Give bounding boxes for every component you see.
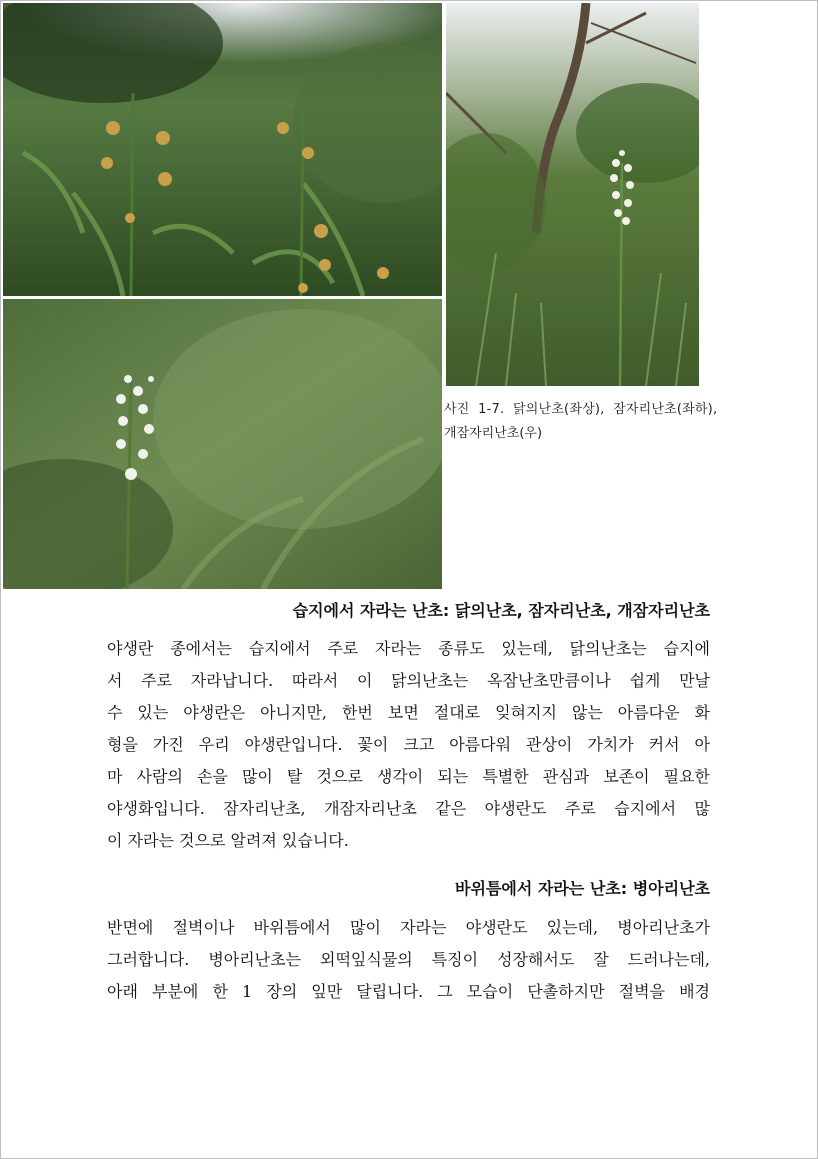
orchid-photo-right [446, 3, 699, 386]
caption-line-2: 개잠자리난초(우) [444, 426, 543, 441]
paragraph-line: 야생화입니다. 잠자리난초, 개잠자리난초 같은 야생란도 주로 습지에서 많 [107, 799, 710, 818]
paragraph-line: 아래 부분에 한 1 장의 잎만 달립니다. 그 모습이 단촐하지만 절벽을 배경 [107, 982, 710, 1001]
paragraph-line: 그러합니다. 병아리난초는 외떡잎식물의 특징이 성장해서도 잘 드러나는데, [107, 950, 710, 969]
orchid-photo-top-left [3, 3, 442, 296]
paragraph-line: 수 있는 야생란은 아니지만, 한번 보면 절대로 잊혀지지 않는 아름다운 화 [107, 703, 710, 722]
paragraph-line: 서 주로 자라납니다. 따라서 이 닭의난초는 옥잠난초만큼이나 쉽게 만날 [107, 671, 710, 690]
section-heading-wetland: 습지에서 자라는 난초: 닭의난초, 잠자리난초, 개잠자리난초 [292, 601, 710, 620]
paragraph-line: 야생란 종에서는 습지에서 주로 자라는 종류도 있는데, 닭의난초는 습지에 [107, 639, 710, 658]
photo-caption [444, 398, 804, 446]
paragraph-line: 마 사람의 손을 많이 탈 것으로 생각이 되는 특별한 관심과 보존이 필요한 [107, 767, 710, 786]
paragraph-wetland [107, 633, 710, 857]
paragraph-line: 형을 가진 우리 야생란입니다. 꽃이 크고 아름다워 관상이 가치가 커서 아 [107, 735, 710, 754]
section-heading-rock-crevice: 바위틈에서 자라는 난초: 병아리난초 [455, 879, 710, 898]
paragraph-rock-crevice [107, 912, 710, 1008]
paragraph-line: 반면에 절벽이나 바위틈에서 많이 자라는 야생란도 있는데, 병아리난초가 [107, 918, 710, 937]
orchid-photo-bottom-left [3, 299, 442, 589]
paragraph-line: 이 자라는 것으로 알려져 있습니다. [107, 831, 349, 850]
caption-line-1: 사진 1-7. 닭의난초(좌상), 잠자리난초(좌하), [444, 402, 718, 417]
